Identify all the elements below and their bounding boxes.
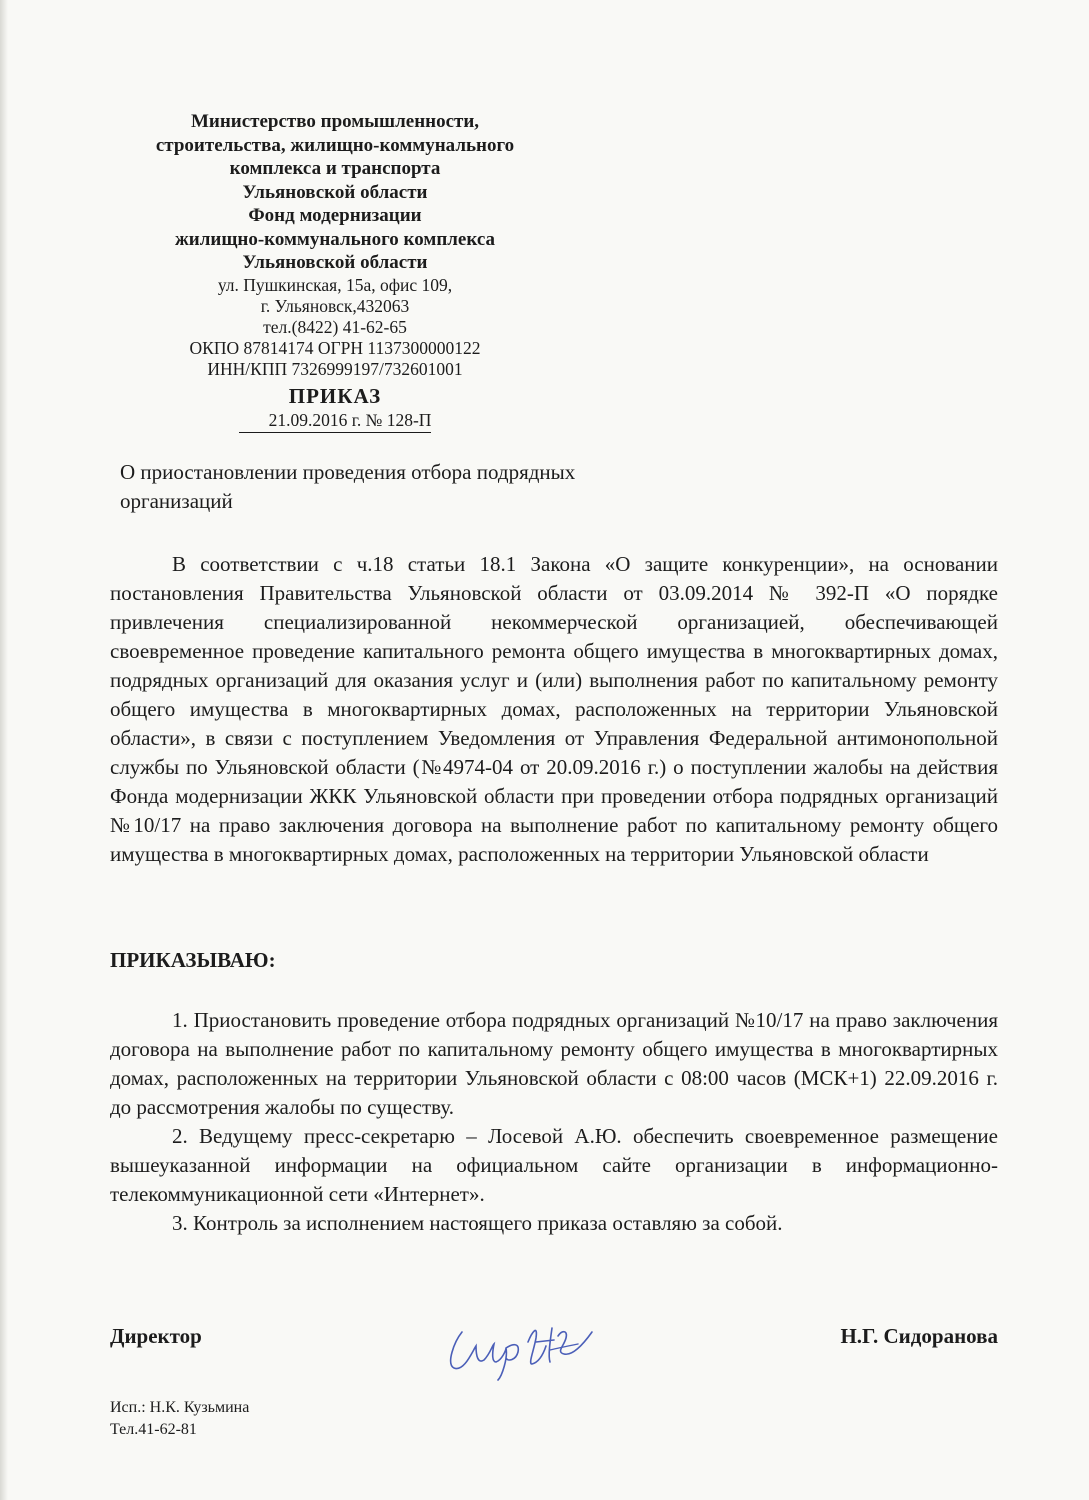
org-line: Министерство промышленности, [190,111,480,132]
document-subject: О приостановлении проведения отбора подрядных организаций [120,460,576,513]
okpo-ogrn-line: ОКПО 87814174 ОГРН 1137300000122 [189,337,481,358]
org-line: строительства, жилищно-коммунального [155,134,515,156]
executor-name: Исп.: Н.К. Кузьмина [110,1399,250,1416]
executor-info [110,1397,249,1441]
letterhead [120,110,550,433]
order-items [110,1006,998,1238]
org-line: Ульяновской области [242,181,428,203]
org-line: комплекса и транспорта [229,158,441,179]
preamble-paragraph: В соответствии с ч.18 статьи 18.1 Закона «О защите конкуренции», на основании постановления Правительства Ульяновской области от 03.09.2014 № 392-П «О порядке привлечения специализированной некоммерческой организацией, обеспечивающей своевременное проведение капитального ремонта общего имущества в многоквартирных домах, подрядных организаций для оказания услуг и (или) выполнения работ по капитальному ремонту общего имущества в многоквартирных домах, расположенных на территории Ульяновской области», в связи с поступлением Уведомления от Управления Федеральной антимонопольной службы по Ульяновской области (№4974-04 от 20.09.2016 г.) о поступлении жалобы на действия Фонда модернизации ЖКК Ульяновской области при проведении отбора подрядных организаций №10/17 на право заключения договора на выполнение работ по капитальному ремонту общего имущества в многоквартирных домах, расположенных на территории Ульяновской области [110,552,998,866]
signature-block [110,1320,998,1380]
inn-kpp-line: ИНН/КПП 7326999197/732601001 [207,358,463,379]
order-heading: ПРИКАЗЫВАЮ: [110,948,276,972]
org-line: Ульяновской области [242,252,428,273]
phone-line: тел.(8422) 41-62-65 [263,316,407,337]
org-line: жилищно-коммунального комплекса [175,228,495,250]
address-line: г. Ульяновск,432063 [260,295,410,316]
document-number: 21.09.2016 г. № 128-П [239,409,432,433]
order-item: 2. Ведущему пресс-секретарю – Лосевой А.Ю. обеспечить своевременное размещение вышеуказанной информации на официальном сайте организации в информационно-телекоммуникационной сети «Интернет». [110,1124,998,1206]
org-line: Фонд модернизации [248,205,422,226]
document-title: ПРИКАЗ [288,383,382,408]
signer-name: Н.Г. Сидоранова [840,1324,998,1348]
address-line: ул. Пушкинская, 15а, офис 109, [217,274,453,295]
executor-phone: Тел.41-62-81 [110,1421,197,1438]
order-item: 3. Контроль за исполнением настоящего приказа оставляю за собой. [172,1211,783,1235]
handwritten-signature [432,1302,622,1382]
order-item: 1. Приостановить проведение отбора подрядных организаций №10/17 на право заключения договора на выполнение работ по капитальному ремонту общего имущества в многоквартирных домах, расположенных на территории Ульяновской области с 08:00 часов (МСК+1) 22.09.2016 г. до рассмотрения жалобы по существу. [110,1008,998,1119]
signer-position: Директор [110,1324,202,1348]
